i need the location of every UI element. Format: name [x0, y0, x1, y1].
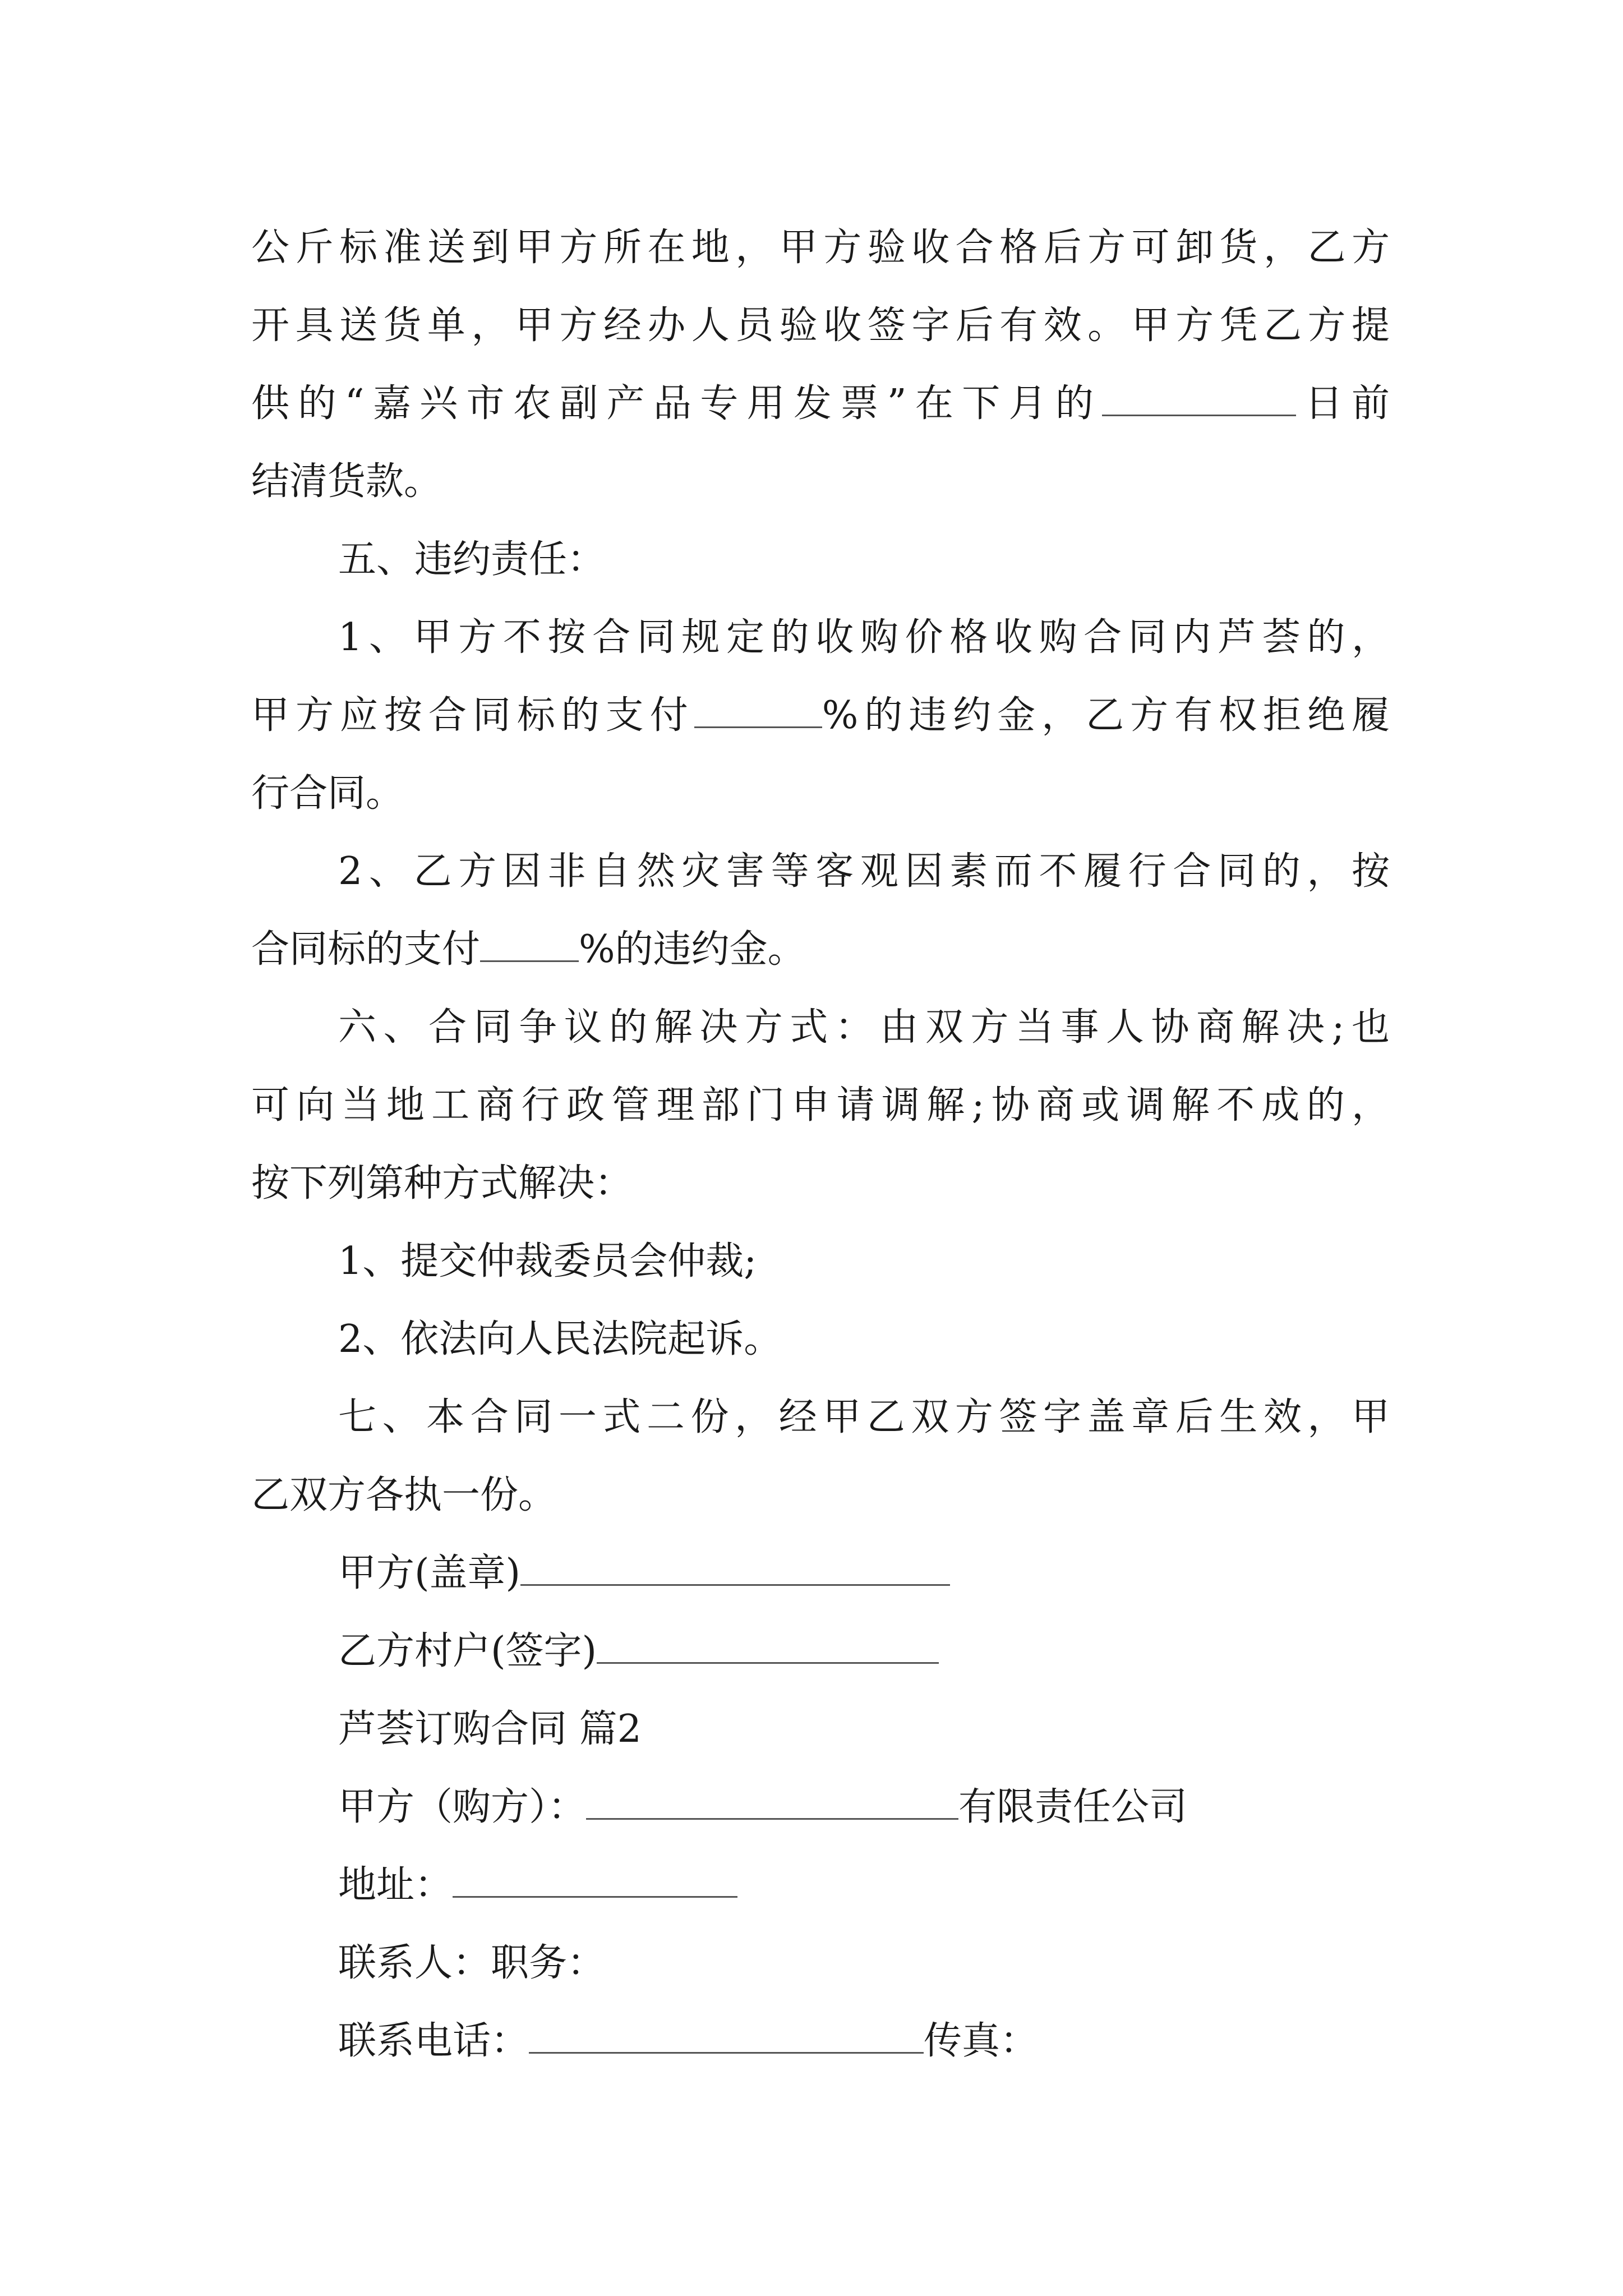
paragraph-line: 乙双方各执一份。	[251, 1473, 557, 1517]
line-text: 甲方应按合同标的支付	[251, 693, 694, 738]
signature-blank[interactable]	[520, 1557, 950, 1586]
paragraph-line: 结清货款。	[251, 459, 442, 504]
line-text: 供的“嘉兴市农副产品专用发票”在下月的	[251, 381, 1103, 426]
fax-label: 传真：	[924, 2019, 1039, 2063]
signature-line	[251, 1612, 1390, 1690]
phone-line	[251, 2002, 1390, 2080]
line-text: %的违约金，乙方有权拒绝履	[822, 693, 1390, 738]
paragraph-line: 公斤标准送到甲方所在地，甲方验收合格后方可卸货，乙方	[251, 226, 1390, 270]
paragraph-line: 开具送货单，甲方经办人员验收签字后有效。甲方凭乙方提	[251, 303, 1390, 348]
address-blank[interactable]	[453, 1869, 737, 1898]
paragraph-line	[251, 910, 1390, 988]
fill-in-blank-percent[interactable]	[480, 933, 579, 962]
section-heading: 五、违约责任：	[338, 537, 606, 582]
line-text: 有限责任公司	[958, 1785, 1188, 1829]
paragraph-line: 可向当地工商行政管理部门申请调解;协商或调解不成的，	[251, 1083, 1390, 1128]
list-item: 1、提交仲裁委员会仲裁;	[338, 1239, 757, 1283]
paragraph-line	[251, 677, 1390, 754]
fill-in-blank-date[interactable]	[1102, 388, 1296, 416]
paragraph-line: 2、乙方因非自然灾害等客观因素而不履行合同的，按	[338, 849, 1390, 894]
signature-line	[251, 1534, 1390, 1612]
signature-label: 乙方村户(签字)	[338, 1629, 597, 1673]
party-line	[251, 1768, 1390, 1846]
line-text: 日前	[1296, 381, 1390, 426]
document-page	[251, 209, 1390, 2080]
line-text: %的违约金。	[579, 927, 806, 972]
phone-blank[interactable]	[529, 2025, 924, 2054]
paragraph-line: 按下列第种方式解决：	[251, 1161, 633, 1205]
paragraph-line	[251, 365, 1390, 443]
list-item: 2、依法向人民法院起诉。	[338, 1317, 782, 1361]
fill-in-blank-percent[interactable]	[694, 700, 822, 728]
paragraph-line: 行合同。	[251, 771, 404, 816]
contract-title: 芦荟订购合同 篇2	[338, 1707, 642, 1751]
address-line	[251, 1846, 1390, 1924]
signature-blank[interactable]	[597, 1635, 939, 1664]
line-text: 合同标的支付	[251, 927, 481, 972]
phone-label: 联系电话：	[338, 2019, 529, 2063]
paragraph-line: 六、合同争议的解决方式：由双方当事人协商解决;也	[338, 1005, 1390, 1050]
contact-line: 联系人：职务：	[338, 1941, 606, 1985]
party-label: 甲方（购方）：	[338, 1785, 587, 1829]
paragraph-line: 七、本合同一式二份，经甲乙双方签字盖章后生效，甲	[338, 1395, 1390, 1439]
address-label: 地址：	[338, 1863, 453, 1907]
signature-label: 甲方(盖章)	[338, 1551, 521, 1595]
paragraph-line: 1、甲方不按合同规定的收购价格收购合同内芦荟的，	[338, 615, 1390, 660]
company-name-blank[interactable]	[586, 1791, 958, 1820]
